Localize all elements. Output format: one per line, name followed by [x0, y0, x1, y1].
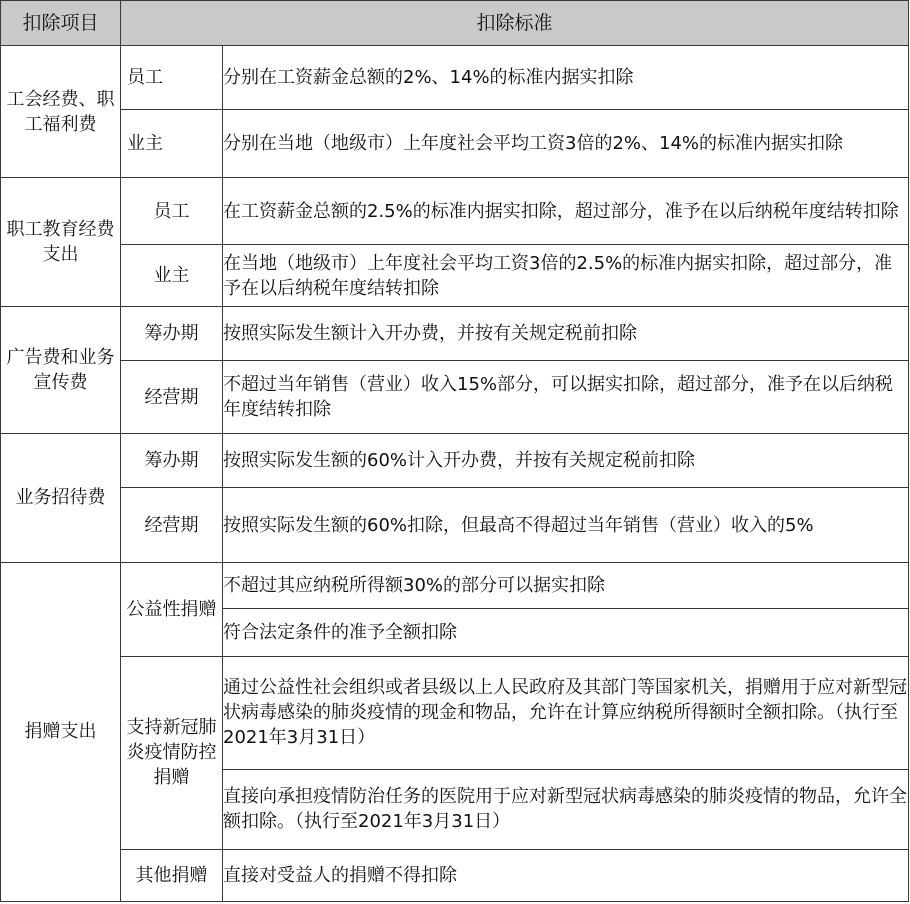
- category-education: 职工教育经费支出: [1, 178, 121, 307]
- table-row: [1, 178, 909, 245]
- header-item: 扣除项目: [1, 1, 121, 46]
- table-row: [1, 307, 909, 361]
- sub-item-other: 其他捐赠: [121, 849, 223, 901]
- sub-item: 筹办期: [121, 434, 223, 488]
- sub-item: 经营期: [121, 488, 223, 562]
- table-row: [1, 46, 909, 110]
- sub-item: 业主: [121, 110, 223, 178]
- standard-text: 按照实际发生额的60%扣除，但最高不得超过当年销售（营业）收入的5%: [223, 488, 909, 562]
- sub-item-covid: 支持新冠肺炎疫情防控捐赠: [121, 656, 223, 849]
- category-advertising: 广告费和业务宣传费: [1, 307, 121, 434]
- table-row: [1, 110, 909, 178]
- standard-text: 分别在当地（地级市）上年度社会平均工资3倍的2%、14%的标准内据实扣除: [223, 110, 909, 178]
- sub-item-public-welfare: 公益性捐赠: [121, 562, 223, 656]
- sub-item: 经营期: [121, 361, 223, 434]
- table-row: [1, 434, 909, 488]
- table-row: [1, 488, 909, 562]
- header-row: [1, 1, 909, 46]
- standard-text: 直接向承担疫情防治任务的医院用于应对新型冠状病毒感染的肺炎疫情的物品，允许全额扣除。（执行至2021年3月31日）: [223, 769, 909, 849]
- sub-item: 业主: [121, 245, 223, 307]
- sub-item: 员工: [121, 178, 223, 245]
- sub-item: 筹办期: [121, 307, 223, 361]
- table-row: [1, 849, 909, 901]
- category-union-welfare: 工会经费、职工福利费: [1, 46, 121, 178]
- table-row: [1, 245, 909, 307]
- standard-text: 按照实际发生额计入开办费，并按有关规定税前扣除: [223, 307, 909, 361]
- standard-text: 通过公益性社会组织或者县级以上人民政府及其部门等国家机关，捐赠用于应对新型冠状病毒感染的肺炎疫情的现金和物品，允许在计算应纳税所得额时全额扣除。（执行至2021年3月31日）: [223, 656, 909, 769]
- standard-text: 不超过当年销售（营业）收入15%部分，可以据实扣除，超过部分，准予在以后纳税年度结转扣除: [223, 361, 909, 434]
- standard-text: 直接对受益人的捐赠不得扣除: [223, 849, 909, 901]
- table-row: [1, 656, 909, 769]
- standard-text: 不超过其应纳税所得额30%的部分可以据实扣除: [223, 562, 909, 608]
- standard-text: 按照实际发生额的60%计入开办费，并按有关规定税前扣除: [223, 434, 909, 488]
- standard-text: 分别在工资薪金总额的2%、14%的标准内据实扣除: [223, 46, 909, 110]
- table-row: [1, 361, 909, 434]
- header-standard: 扣除标准: [121, 1, 909, 46]
- sub-item: 员工: [121, 46, 223, 110]
- standard-text: 符合法定条件的准予全额扣除: [223, 608, 909, 656]
- table-row: [1, 562, 909, 608]
- standard-text: 在当地（地级市）上年度社会平均工资3倍的2.5%的标准内据实扣除，超过部分，准予在以后纳税年度结转扣除: [223, 245, 909, 307]
- category-entertainment: 业务招待费: [1, 434, 121, 562]
- standard-text: 在工资薪金总额的2.5%的标准内据实扣除，超过部分，准予在以后纳税年度结转扣除: [223, 178, 909, 245]
- category-donation: 捐赠支出: [1, 562, 121, 901]
